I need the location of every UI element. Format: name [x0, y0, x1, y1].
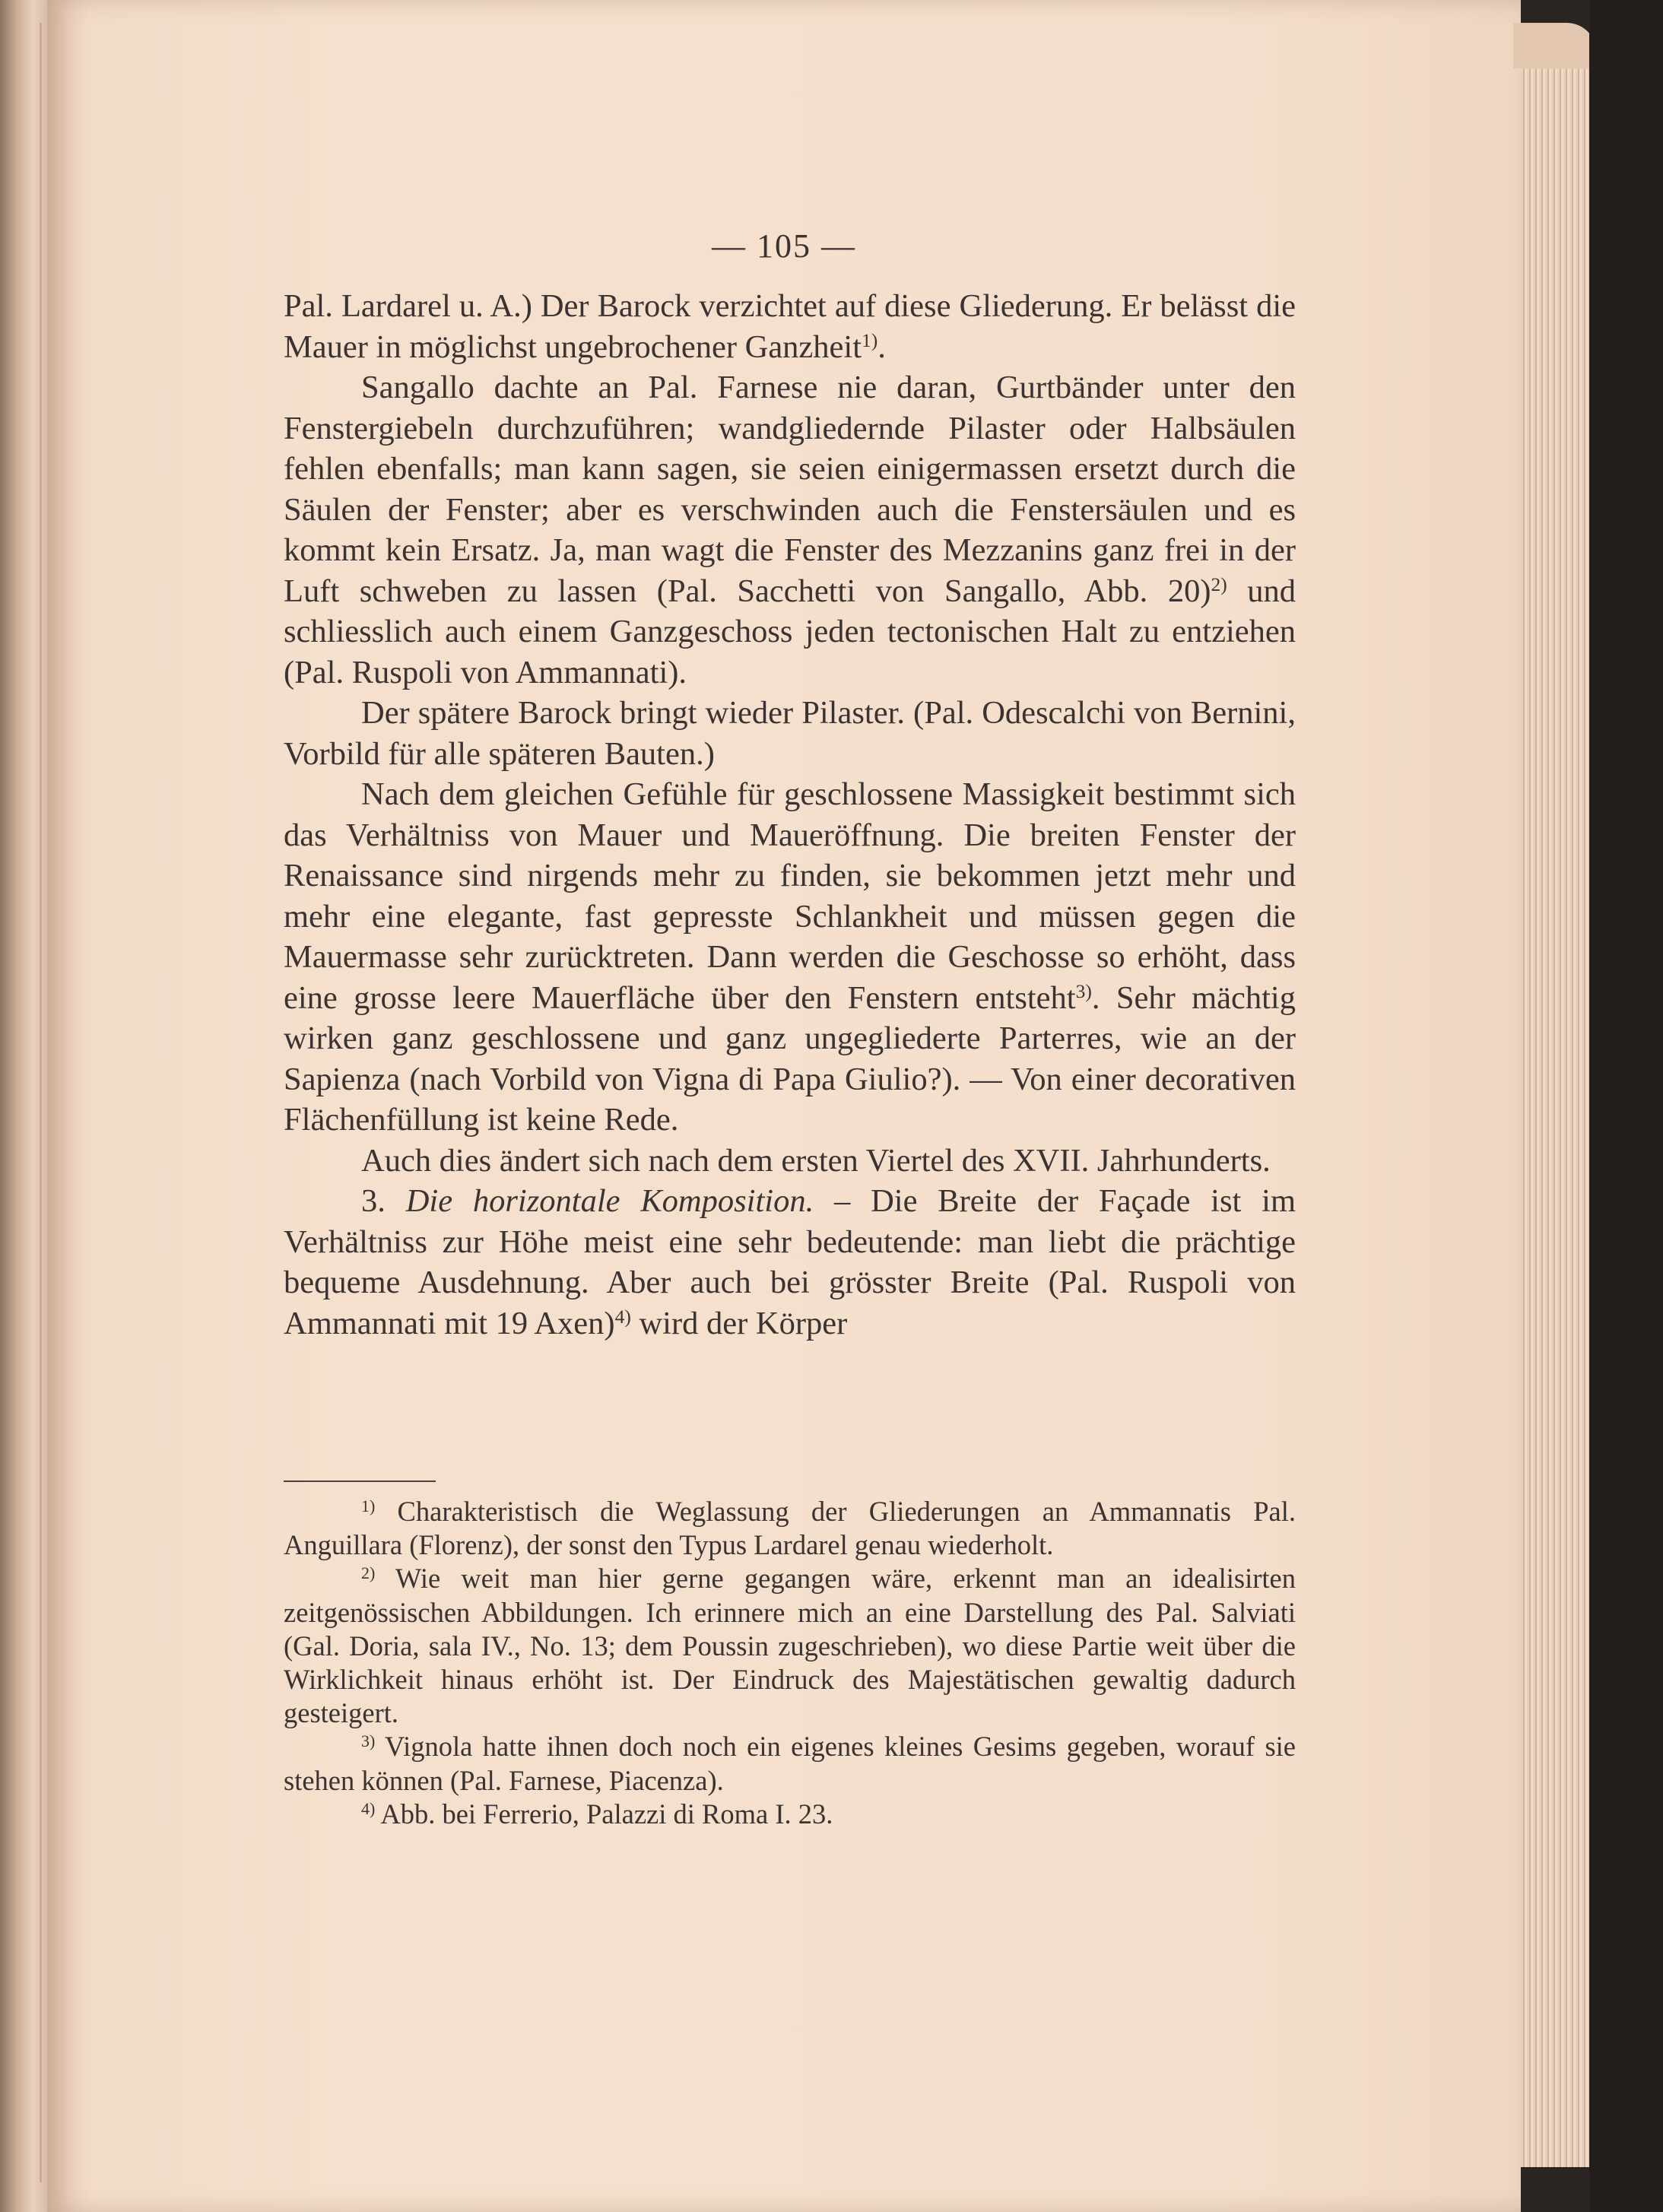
- binding-line: [40, 23, 42, 2182]
- paragraph: 3. Die horizontale Komposition. – Die Breite der Façade ist im Verhältniss zur Höhe meist eine sehr bedeutende: man liebt die prächtige bequeme Ausdehnung. Aber auch bei grösster Breite (Pal. Ruspoli von Ammannati mit 19 Axen)$^{4)}$ wird der Körper: [284, 1183, 1296, 1341]
- paragraph: Pal. Lardarel u. A.) Der Barock verzichtet auf diese Gliederung. Er belässt die Mauer in möglichst ungebrochener Ganzheit$^{1)}$.: [284, 288, 1296, 365]
- footnote: $^{3)}$ Vignola hatte ihnen doch noch ein eigenes kleines Gesims gegeben, worauf sie stehen können (Pal. Farnese, Piacenza).: [284, 1731, 1296, 1796]
- paragraph: Der spätere Barock bringt wieder Pilaster. (Pal. Odescalchi von Bernini, Vorbild für alle späteren Bauten.): [284, 695, 1296, 772]
- page-number: — 105 —: [712, 227, 856, 265]
- footnote: $^{2)}$ Wie weit man hier gerne gegangen wäre, erkennt man an idealisirten zeitgenössischen Abbildungen. Ich erinnere mich an eine Darstellung des Pal. Salviati (Gal. Doria, sala IV., No. 13; dem Poussin zugeschrieben), wo diese Partie weit über die Wirklichkeit hinaus erhöht ist. Der Eindruck des Majestätischen gewaltig dadurch gesteigert.: [284, 1563, 1296, 1729]
- footnote: $^{1)}$ Charakteristisch die Weglassung der Gliederungen an Ammannatis Pal. Anguillara (Florenz), der sonst den Typus Lardarel genau wiederholt.: [284, 1496, 1296, 1561]
- footnote-ref: 1): [862, 328, 878, 351]
- section-heading: Die horizontale Komposition.: [405, 1183, 814, 1219]
- main-text: [284, 286, 1296, 1344]
- book-page: [47, 0, 1521, 2212]
- page-corner: [1513, 23, 1597, 68]
- paragraph: Auch dies ändert sich nach dem ersten Viertel des XVII. Jahrhunderts.: [361, 1142, 1271, 1179]
- paragraph: Sangallo dachte an Pal. Farnese nie daran, Gurtbänder unter den Fenstergiebeln durchzuführen; wandgliedernde Pilaster oder Halbsäulen fehlen ebenfalls; man kann sagen, sie seien einigermassen ersetzt durch die Säulen der Fenster; aber es verschwinden auch die Fenstersäulen und es kommt kein Ersatz. Ja, man wagt die Fenster des Mezzanins ganz frei in der Luft schweben zu lassen (Pal. Sacchetti von Sangallo, Abb. 20)$^{2)}$ und schliesslich auch einem Ganzgeschoss jeden tectonischen Halt zu entziehen (Pal. Ruspoli von Ammannati).: [284, 370, 1296, 690]
- background: [1589, 0, 1663, 2212]
- footnotes: [284, 1495, 1296, 1831]
- footnote-ref: 4): [614, 1305, 631, 1328]
- paragraph: Nach dem gleichen Gefühle für geschlossene Massigkeit bestimmt sich das Verhältniss von Mauer und Maueröffnung. Die breiten Fenster der Renaissance sind nirgends mehr zu finden, sie bekommen jetzt mehr und mehr eine elegante, fast gepresste Schlankheit und müssen gegen die Mauermasse sehr zurücktreten. Dann werden die Geschosse so erhöht, dass eine grosse leere Mauerfläche über den Fenstern entsteht$^{3)}$. Sehr mächtig wirken ganz geschlossene und ganz ungegliederte Parterres, wie an der Sapienza (nach Vorbild von Vigna di Papa Giulio?). — Von einer decorativen Flächenfüllung ist keine Rede.: [284, 776, 1296, 1138]
- footnote: $^{4)}$ Abb. bei Ferrerio, Palazzi di Roma I. 23.: [361, 1798, 833, 1830]
- footnote-ref: 2): [1211, 573, 1227, 595]
- facing-page-edge: [0, 0, 47, 2212]
- footnote-divider: [284, 1480, 436, 1482]
- footnote-ref: 3): [1075, 979, 1092, 1002]
- page-block-edges: [1521, 53, 1592, 2167]
